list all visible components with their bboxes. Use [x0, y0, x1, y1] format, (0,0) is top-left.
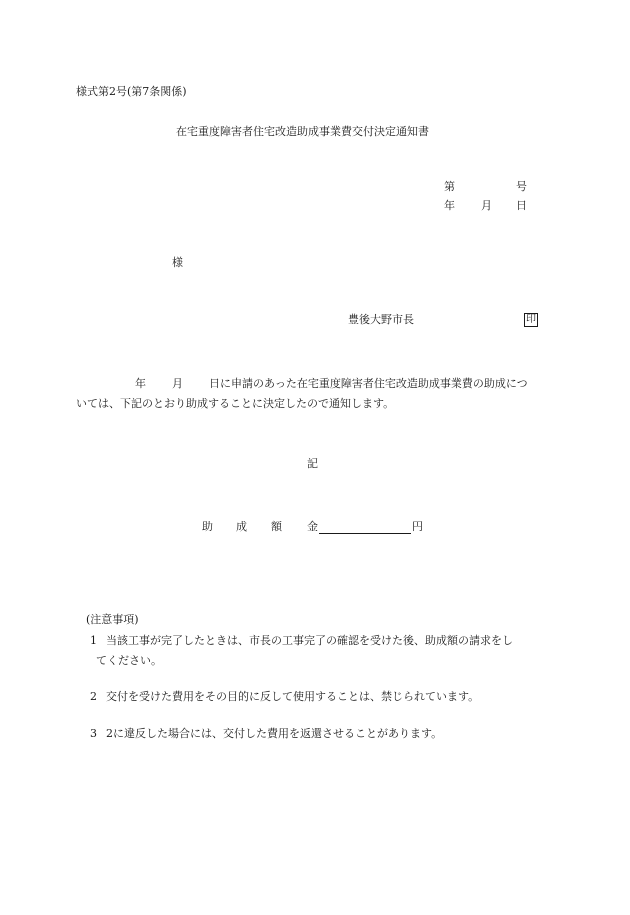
- body-month: 月: [172, 377, 183, 390]
- note-3-text: 2に違反した場合には、交付した費用を返還させることがあります。: [106, 727, 443, 740]
- issuer-name: 豊後大野市長: [348, 313, 414, 326]
- amount-unit: 円: [412, 520, 423, 533]
- form-label: 様式第2号(第7条関係): [76, 85, 187, 98]
- amount-field: [307, 520, 423, 534]
- note-2-number: 2: [90, 690, 97, 703]
- ki-heading: 記: [307, 457, 318, 470]
- body-line1: 日に申請のあった在宅重度障害者住宅改造助成事業費の助成につ: [209, 377, 528, 390]
- seal-mark: [524, 312, 538, 327]
- amount-label-4: 金: [307, 520, 318, 533]
- note-2-text: 交付を受けた費用をその目的に反して使用することは、禁じられています。: [106, 690, 480, 703]
- date-day: 日: [516, 199, 527, 212]
- addressee-suffix: 様: [172, 256, 183, 269]
- amount-blank-line: [319, 521, 411, 534]
- doc-number-suffix: 号: [516, 180, 527, 193]
- amount-label-1: 助: [202, 520, 213, 533]
- body-line2: いては、下記のとおり助成することに決定したので通知します。: [76, 397, 395, 410]
- note-1-continuation: てください。: [96, 654, 162, 667]
- date-month: 月: [481, 199, 492, 212]
- amount-label-2: 成: [236, 520, 247, 533]
- doc-number-prefix: 第: [444, 180, 455, 193]
- note-1-text: 当該工事が完了したときは、市長の工事完了の確認を受けた後、助成額の請求をし: [106, 634, 513, 647]
- document-title: 在宅重度障害者住宅改造助成事業費交付決定通知書: [176, 125, 429, 138]
- date-year: 年: [444, 199, 455, 212]
- body-year: 年: [135, 377, 146, 390]
- amount-label-3: 額: [271, 520, 282, 533]
- seal-icon: 印: [526, 314, 536, 325]
- notes-heading: (注意事項): [86, 613, 139, 626]
- note-1-number: 1: [90, 634, 97, 647]
- note-3-number: 3: [90, 727, 97, 740]
